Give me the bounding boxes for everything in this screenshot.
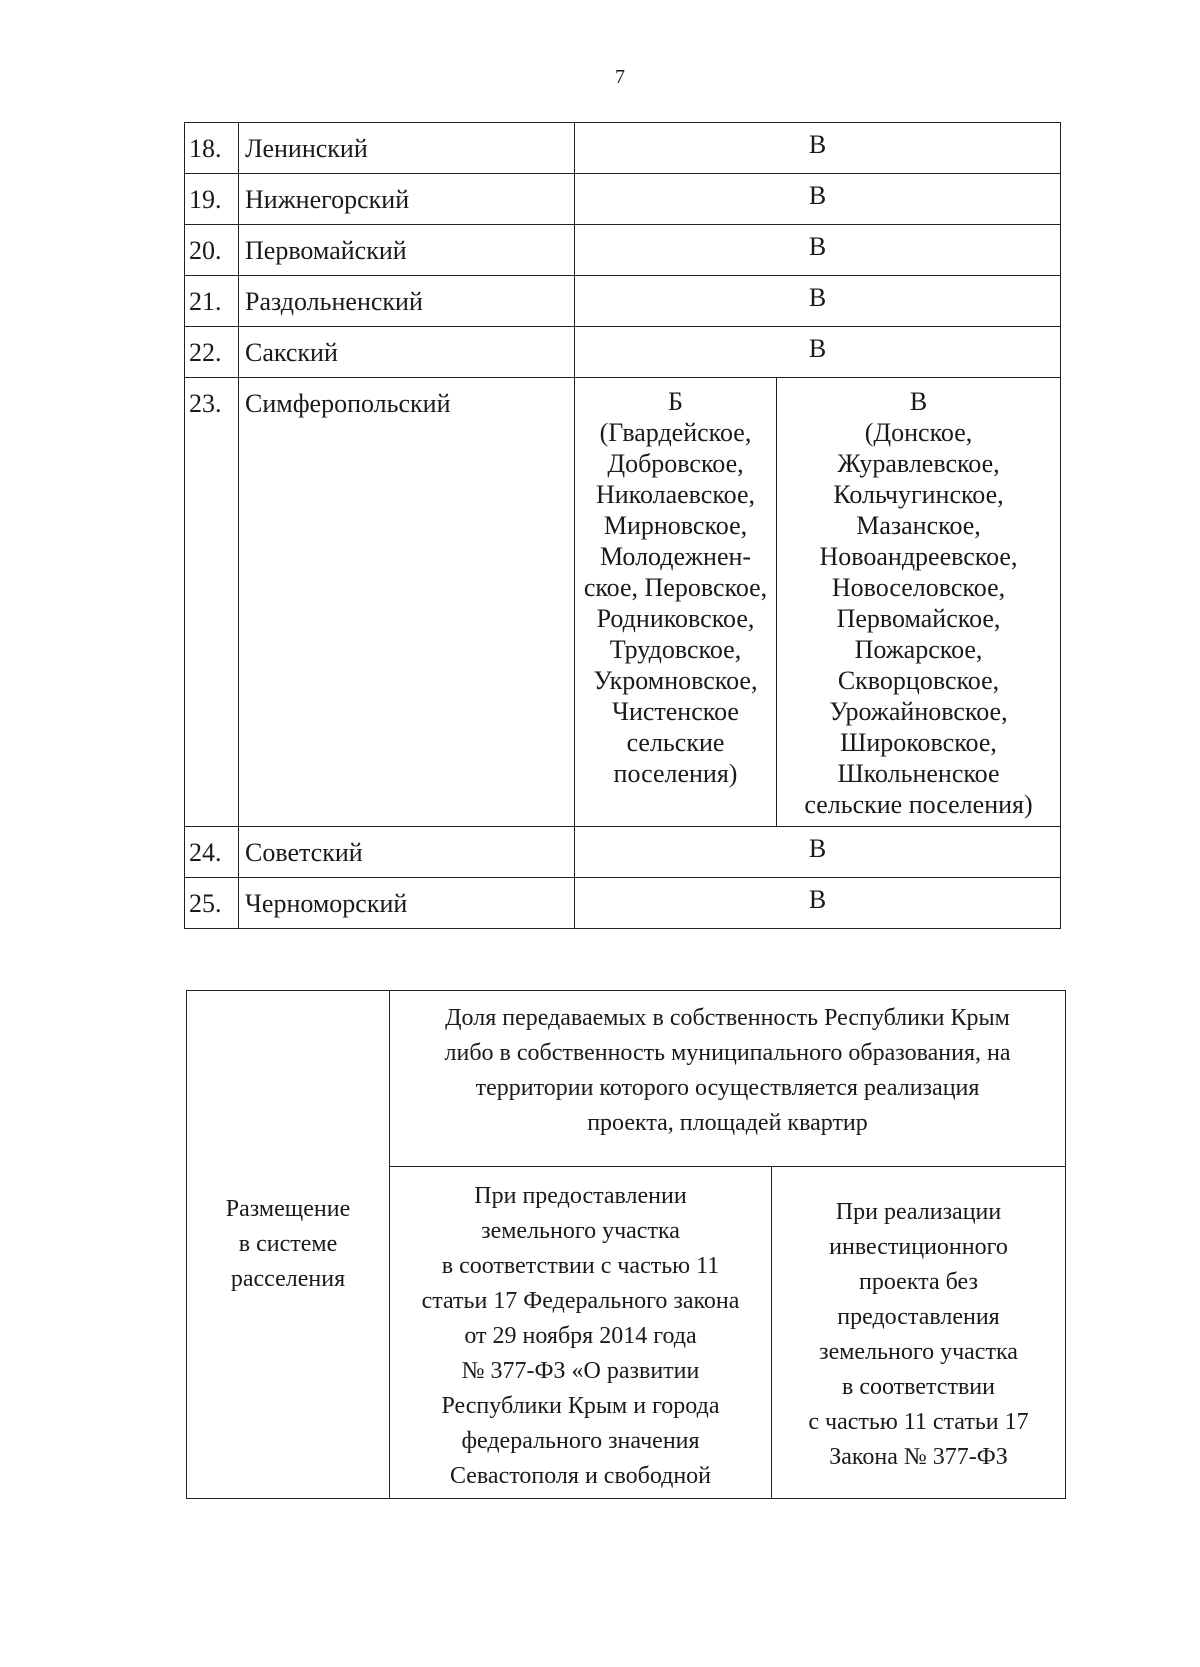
share-line: Доля передаваемых в собственность Республики Крым bbox=[445, 1005, 1010, 1031]
category-b-line: Чистенское bbox=[612, 697, 739, 726]
placement-line: Размещение bbox=[225, 1196, 351, 1222]
land-plot-line: Республики Крым и города bbox=[441, 1393, 720, 1419]
category-value: В bbox=[575, 327, 1061, 378]
category-v-line: Урожайновское, bbox=[829, 697, 1008, 726]
investment-line: земельного участка bbox=[819, 1339, 1018, 1365]
investment-line: в соответствии bbox=[842, 1374, 995, 1400]
investment-line: с частью 11 статьи 17 bbox=[808, 1409, 1029, 1435]
category-v-line: Кольчугинское, bbox=[833, 480, 1004, 509]
land-plot-line: в соответствии с частью 11 bbox=[441, 1253, 720, 1279]
category-v-line: Журавлевское, bbox=[837, 449, 1000, 478]
category-value: В bbox=[575, 827, 1061, 878]
category-v-line: Пожарское, bbox=[854, 635, 983, 664]
investment-line: Закона № 377-ФЗ bbox=[829, 1444, 1008, 1470]
land-plot-line: № 377-ФЗ «О развитии bbox=[461, 1358, 700, 1384]
row-number: 19. bbox=[185, 174, 239, 225]
row-number: 18. bbox=[185, 123, 239, 174]
land-plot-line: При предоставлении bbox=[474, 1183, 687, 1209]
share-line: проекта, площадей квартир bbox=[587, 1110, 868, 1136]
category-b-line: Родниковское, bbox=[596, 604, 755, 633]
category-value: В bbox=[575, 123, 1061, 174]
category-v-line: Первомайское, bbox=[836, 604, 1001, 633]
land-plot-line: Севастополя и свободной bbox=[449, 1463, 712, 1489]
district-name: Ленинский bbox=[239, 123, 575, 174]
row-number: 25. bbox=[185, 878, 239, 929]
table-row bbox=[185, 327, 1061, 378]
category-v-line: (Донское, bbox=[864, 418, 973, 447]
category-b-line: ское, Перовское, bbox=[583, 573, 768, 602]
table-row bbox=[185, 878, 1061, 929]
category-v-line: Мазанское, bbox=[856, 511, 981, 540]
district-name: Нижнегорский bbox=[239, 174, 575, 225]
page-number: 7 bbox=[615, 66, 625, 88]
category-value: В bbox=[575, 225, 1061, 276]
category-b-line: Укромновское, bbox=[593, 666, 758, 695]
row-number: 22. bbox=[185, 327, 239, 378]
category-b-line: Добровское, bbox=[607, 449, 744, 478]
investment-line: инвестиционного bbox=[829, 1234, 1008, 1260]
row-number: 24. bbox=[185, 827, 239, 878]
district-name: Симферопольский bbox=[239, 378, 575, 827]
row-number: 20. bbox=[185, 225, 239, 276]
share-line: либо в собственность муниципального образования, на bbox=[444, 1040, 1011, 1066]
category-value: В bbox=[575, 174, 1061, 225]
category-v-line: Новоселовское, bbox=[831, 573, 1006, 602]
category-v-line: Скворцовское, bbox=[837, 666, 1000, 695]
share-header bbox=[390, 991, 1066, 1167]
category-v-line: Новоандреевское, bbox=[819, 542, 1018, 571]
category-v-line: сельские поселения) bbox=[804, 790, 1033, 819]
table-row bbox=[185, 123, 1061, 174]
category-v-line: Школьненское bbox=[837, 759, 1000, 788]
investment-line: При реализации bbox=[835, 1199, 1002, 1225]
placement-line: в системе bbox=[238, 1231, 338, 1257]
category-v-line: Широковское, bbox=[840, 728, 997, 757]
land-plot-line: от 29 ноября 2014 года bbox=[464, 1323, 697, 1349]
row-number: 23. bbox=[185, 378, 239, 827]
category-b-line: Молодежнен- bbox=[599, 542, 752, 571]
table-row-split bbox=[185, 378, 1061, 827]
table-row bbox=[185, 276, 1061, 327]
category-v-cell bbox=[777, 378, 1061, 827]
district-name: Первомайский bbox=[239, 225, 575, 276]
settlement-category-table bbox=[184, 122, 1061, 929]
placement-line: расселения bbox=[230, 1266, 346, 1292]
table-row bbox=[185, 174, 1061, 225]
district-name: Черноморский bbox=[239, 878, 575, 929]
investment-line: предоставления bbox=[837, 1304, 1000, 1330]
category-value: В bbox=[575, 878, 1061, 929]
placement-header bbox=[187, 991, 390, 1499]
category-value: В bbox=[575, 276, 1061, 327]
category-b-line: Николаевское, bbox=[595, 480, 756, 509]
district-name: Сакский bbox=[239, 327, 575, 378]
table-header-row bbox=[187, 991, 1066, 1167]
district-name: Советский bbox=[239, 827, 575, 878]
apartment-share-table bbox=[186, 990, 1066, 1499]
category-b-cell bbox=[575, 378, 777, 827]
row-number: 21. bbox=[185, 276, 239, 327]
category-b-line: Мирновское, bbox=[603, 511, 748, 540]
investment-line: проекта без bbox=[859, 1269, 978, 1295]
district-name: Раздольненский bbox=[239, 276, 575, 327]
share-line: территории которого осуществляется реализация bbox=[475, 1075, 980, 1101]
category-b-line: (Гвардейское, bbox=[599, 418, 752, 447]
investment-project-header bbox=[772, 1167, 1066, 1499]
table-row bbox=[185, 225, 1061, 276]
table-row bbox=[185, 827, 1061, 878]
land-plot-line: земельного участка bbox=[481, 1218, 680, 1244]
category-v-line: В bbox=[909, 387, 928, 416]
category-b-line: Трудовское, bbox=[609, 635, 742, 664]
category-b-line: сельские bbox=[626, 728, 725, 757]
category-b-line: поселения) bbox=[613, 759, 738, 788]
land-plot-line: федерального значения bbox=[461, 1428, 700, 1454]
land-plot-header bbox=[390, 1167, 772, 1499]
land-plot-line: статьи 17 Федерального закона bbox=[421, 1288, 740, 1314]
category-b-line: Б bbox=[668, 387, 683, 416]
